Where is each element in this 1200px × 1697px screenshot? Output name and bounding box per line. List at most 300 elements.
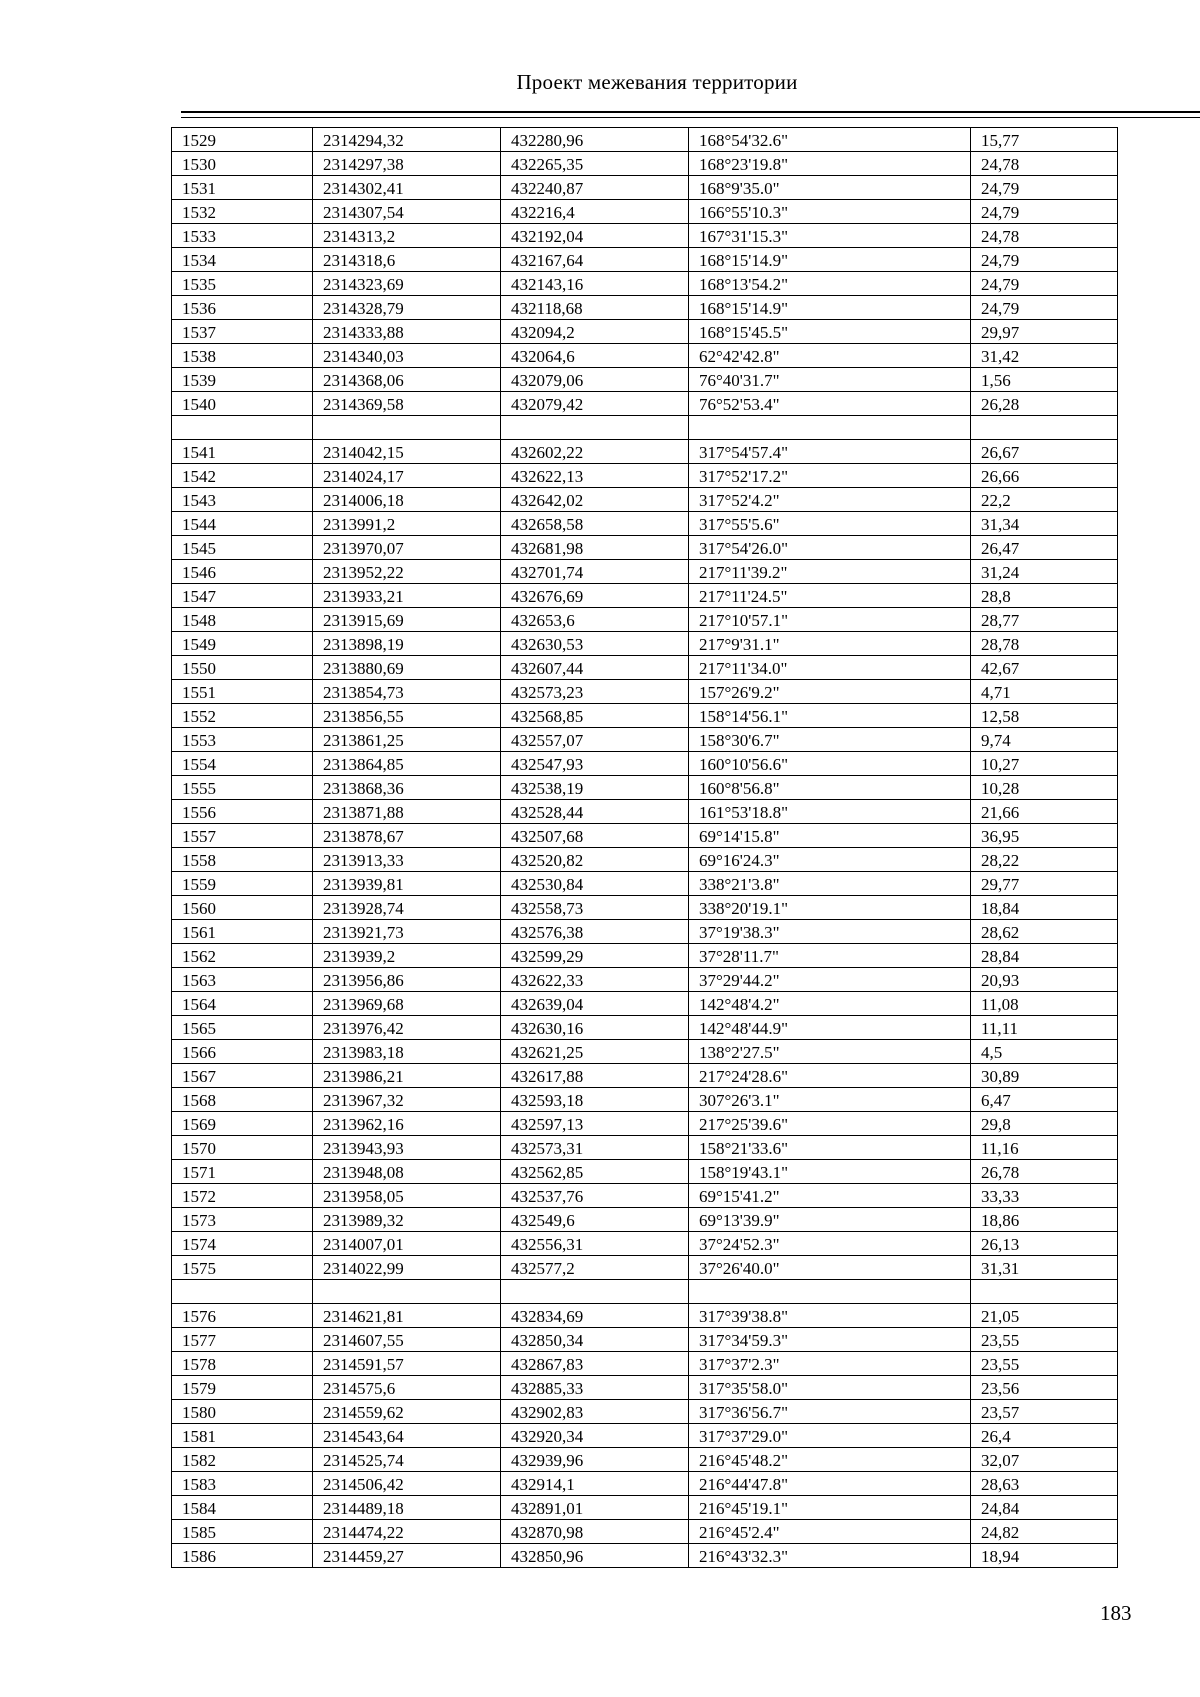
y-coordinate-cell: 432573,23	[501, 680, 689, 704]
distance-cell: 10,28	[971, 776, 1118, 800]
point-number-cell: 1564	[172, 992, 313, 1016]
distance-cell: 28,78	[971, 632, 1118, 656]
direction-angle-cell: 216°45'48.2"	[689, 1448, 971, 1472]
point-number-cell: 1568	[172, 1088, 313, 1112]
table-row	[172, 1496, 1118, 1520]
y-coordinate-cell: 432593,18	[501, 1088, 689, 1112]
table-row	[172, 896, 1118, 920]
point-number-cell: 1546	[172, 560, 313, 584]
point-number-cell: 1532	[172, 200, 313, 224]
distance-cell: 23,57	[971, 1400, 1118, 1424]
distance-cell: 24,79	[971, 200, 1118, 224]
point-number-cell: 1580	[172, 1400, 313, 1424]
x-coordinate-cell	[313, 1280, 501, 1304]
table-row	[172, 176, 1118, 200]
table-row	[172, 512, 1118, 536]
distance-cell: 28,84	[971, 944, 1118, 968]
distance-cell: 28,22	[971, 848, 1118, 872]
direction-angle-cell	[689, 416, 971, 440]
y-coordinate-cell: 432939,96	[501, 1448, 689, 1472]
distance-cell: 11,11	[971, 1016, 1118, 1040]
direction-angle-cell: 160°8'56.8"	[689, 776, 971, 800]
x-coordinate-cell: 2313854,73	[313, 680, 501, 704]
point-number-cell: 1543	[172, 488, 313, 512]
direction-angle-cell: 216°43'32.3"	[689, 1544, 971, 1568]
x-coordinate-cell: 2313991,2	[313, 512, 501, 536]
y-coordinate-cell: 432617,88	[501, 1064, 689, 1088]
table-row	[172, 1376, 1118, 1400]
x-coordinate-cell: 2314340,03	[313, 344, 501, 368]
table-row	[172, 440, 1118, 464]
coordinates-table-body	[172, 128, 1118, 1568]
distance-cell	[971, 1280, 1118, 1304]
direction-angle-cell: 69°13'39.9"	[689, 1208, 971, 1232]
x-coordinate-cell: 2313898,19	[313, 632, 501, 656]
direction-angle-cell: 76°52'53.4"	[689, 392, 971, 416]
direction-angle-cell: 168°15'45.5"	[689, 320, 971, 344]
page-number: 183	[1100, 1601, 1132, 1625]
table-row	[172, 200, 1118, 224]
direction-angle-cell: 158°14'56.1"	[689, 704, 971, 728]
direction-angle-cell: 158°19'43.1"	[689, 1160, 971, 1184]
x-coordinate-cell: 2314006,18	[313, 488, 501, 512]
direction-angle-cell: 166°55'10.3"	[689, 200, 971, 224]
y-coordinate-cell: 432607,44	[501, 656, 689, 680]
distance-cell: 6,47	[971, 1088, 1118, 1112]
y-coordinate-cell: 432914,1	[501, 1472, 689, 1496]
direction-angle-cell: 217°24'28.6"	[689, 1064, 971, 1088]
direction-angle-cell: 158°30'6.7"	[689, 728, 971, 752]
x-coordinate-cell: 2314024,17	[313, 464, 501, 488]
distance-cell: 33,33	[971, 1184, 1118, 1208]
table-row	[172, 1232, 1118, 1256]
header-rule-thick	[181, 111, 1200, 113]
x-coordinate-cell: 2314328,79	[313, 296, 501, 320]
point-number-cell: 1557	[172, 824, 313, 848]
table-row	[172, 968, 1118, 992]
point-number-cell: 1586	[172, 1544, 313, 1568]
distance-cell: 24,79	[971, 272, 1118, 296]
y-coordinate-cell: 432558,73	[501, 896, 689, 920]
table-row	[172, 1208, 1118, 1232]
table-row	[172, 1472, 1118, 1496]
direction-angle-cell: 216°44'47.8"	[689, 1472, 971, 1496]
x-coordinate-cell: 2313878,67	[313, 824, 501, 848]
point-number-cell: 1544	[172, 512, 313, 536]
table-row	[172, 1544, 1118, 1568]
table-row	[172, 608, 1118, 632]
distance-cell: 26,4	[971, 1424, 1118, 1448]
direction-angle-cell: 142°48'4.2"	[689, 992, 971, 1016]
table-row	[172, 128, 1118, 152]
direction-angle-cell: 168°15'14.9"	[689, 296, 971, 320]
distance-cell: 31,31	[971, 1256, 1118, 1280]
y-coordinate-cell: 432537,76	[501, 1184, 689, 1208]
point-number-cell: 1561	[172, 920, 313, 944]
distance-cell: 21,05	[971, 1304, 1118, 1328]
table-row	[172, 344, 1118, 368]
y-coordinate-cell: 432622,33	[501, 968, 689, 992]
direction-angle-cell: 217°11'24.5"	[689, 584, 971, 608]
x-coordinate-cell: 2313989,32	[313, 1208, 501, 1232]
y-coordinate-cell: 432118,68	[501, 296, 689, 320]
direction-angle-cell: 158°21'33.6"	[689, 1136, 971, 1160]
table-row	[172, 728, 1118, 752]
header-rule-thin	[181, 117, 1200, 118]
x-coordinate-cell: 2313880,69	[313, 656, 501, 680]
x-coordinate-cell: 2313939,2	[313, 944, 501, 968]
table-row	[172, 800, 1118, 824]
table-row	[172, 464, 1118, 488]
distance-cell: 26,78	[971, 1160, 1118, 1184]
distance-cell	[971, 416, 1118, 440]
y-coordinate-cell: 432639,04	[501, 992, 689, 1016]
distance-cell: 32,07	[971, 1448, 1118, 1472]
table-row	[172, 1448, 1118, 1472]
point-number-cell: 1538	[172, 344, 313, 368]
direction-angle-cell: 217°10'57.1"	[689, 608, 971, 632]
y-coordinate-cell: 432573,31	[501, 1136, 689, 1160]
x-coordinate-cell: 2314294,32	[313, 128, 501, 152]
distance-cell: 26,13	[971, 1232, 1118, 1256]
direction-angle-cell: 157°26'9.2"	[689, 680, 971, 704]
point-number-cell: 1556	[172, 800, 313, 824]
y-coordinate-cell: 432630,53	[501, 632, 689, 656]
point-number-cell: 1539	[172, 368, 313, 392]
point-number-cell: 1569	[172, 1112, 313, 1136]
point-number-cell: 1548	[172, 608, 313, 632]
y-coordinate-cell: 432507,68	[501, 824, 689, 848]
table-row	[172, 392, 1118, 416]
table-row	[172, 1040, 1118, 1064]
y-coordinate-cell: 432870,98	[501, 1520, 689, 1544]
direction-angle-cell: 216°45'19.1"	[689, 1496, 971, 1520]
x-coordinate-cell: 2313921,73	[313, 920, 501, 944]
table-row	[172, 152, 1118, 176]
distance-cell: 21,66	[971, 800, 1118, 824]
direction-angle-cell: 338°20'19.1"	[689, 896, 971, 920]
y-coordinate-cell: 432630,16	[501, 1016, 689, 1040]
table-row	[172, 368, 1118, 392]
y-coordinate-cell: 432064,6	[501, 344, 689, 368]
y-coordinate-cell: 432850,34	[501, 1328, 689, 1352]
table-row	[172, 1064, 1118, 1088]
y-coordinate-cell: 432653,6	[501, 608, 689, 632]
y-coordinate-cell: 432622,13	[501, 464, 689, 488]
x-coordinate-cell: 2313969,68	[313, 992, 501, 1016]
page-title: Проект межевания территории	[516, 70, 798, 94]
x-coordinate-cell: 2313970,07	[313, 536, 501, 560]
y-coordinate-cell: 432850,96	[501, 1544, 689, 1568]
distance-cell: 26,47	[971, 536, 1118, 560]
direction-angle-cell: 76°40'31.7"	[689, 368, 971, 392]
x-coordinate-cell: 2314368,06	[313, 368, 501, 392]
distance-cell: 26,67	[971, 440, 1118, 464]
x-coordinate-cell: 2313913,33	[313, 848, 501, 872]
point-number-cell: 1533	[172, 224, 313, 248]
distance-cell: 23,56	[971, 1376, 1118, 1400]
x-coordinate-cell: 2313868,36	[313, 776, 501, 800]
direction-angle-cell: 62°42'42.8"	[689, 344, 971, 368]
point-number-cell: 1529	[172, 128, 313, 152]
table-row	[172, 1016, 1118, 1040]
y-coordinate-cell: 432621,25	[501, 1040, 689, 1064]
point-number-cell: 1581	[172, 1424, 313, 1448]
distance-cell: 18,84	[971, 896, 1118, 920]
table-row	[172, 1328, 1118, 1352]
distance-cell: 20,93	[971, 968, 1118, 992]
distance-cell: 12,58	[971, 704, 1118, 728]
direction-angle-cell: 37°28'11.7"	[689, 944, 971, 968]
x-coordinate-cell: 2313956,86	[313, 968, 501, 992]
point-number-cell: 1578	[172, 1352, 313, 1376]
y-coordinate-cell: 432676,69	[501, 584, 689, 608]
table-row	[172, 1160, 1118, 1184]
point-number-cell: 1551	[172, 680, 313, 704]
table-row	[172, 272, 1118, 296]
direction-angle-cell: 317°37'2.3"	[689, 1352, 971, 1376]
point-number-cell: 1571	[172, 1160, 313, 1184]
point-number-cell: 1534	[172, 248, 313, 272]
direction-angle-cell: 37°29'44.2"	[689, 968, 971, 992]
table-row	[172, 1520, 1118, 1544]
direction-angle-cell: 168°23'19.8"	[689, 152, 971, 176]
point-number-cell: 1565	[172, 1016, 313, 1040]
point-number-cell: 1537	[172, 320, 313, 344]
point-number-cell: 1552	[172, 704, 313, 728]
y-coordinate-cell: 432701,74	[501, 560, 689, 584]
table-row	[172, 680, 1118, 704]
direction-angle-cell	[689, 1280, 971, 1304]
x-coordinate-cell: 2313864,85	[313, 752, 501, 776]
y-coordinate-cell: 432240,87	[501, 176, 689, 200]
table-row	[172, 320, 1118, 344]
x-coordinate-cell: 2313976,42	[313, 1016, 501, 1040]
table-row	[172, 752, 1118, 776]
x-coordinate-cell: 2314506,42	[313, 1472, 501, 1496]
distance-cell: 31,42	[971, 344, 1118, 368]
point-number-cell: 1558	[172, 848, 313, 872]
y-coordinate-cell: 432599,29	[501, 944, 689, 968]
distance-cell: 42,67	[971, 656, 1118, 680]
table-row	[172, 584, 1118, 608]
point-number-cell: 1574	[172, 1232, 313, 1256]
point-number-cell: 1549	[172, 632, 313, 656]
distance-cell: 11,08	[971, 992, 1118, 1016]
x-coordinate-cell: 2313871,88	[313, 800, 501, 824]
direction-angle-cell: 142°48'44.9"	[689, 1016, 971, 1040]
point-number-cell: 1577	[172, 1328, 313, 1352]
x-coordinate-cell: 2314607,55	[313, 1328, 501, 1352]
x-coordinate-cell: 2314591,57	[313, 1352, 501, 1376]
distance-cell: 26,28	[971, 392, 1118, 416]
table-row	[172, 1256, 1118, 1280]
direction-angle-cell: 37°26'40.0"	[689, 1256, 971, 1280]
distance-cell: 23,55	[971, 1352, 1118, 1376]
direction-angle-cell: 317°36'56.7"	[689, 1400, 971, 1424]
x-coordinate-cell: 2313948,08	[313, 1160, 501, 1184]
x-coordinate-cell: 2313967,32	[313, 1088, 501, 1112]
direction-angle-cell: 338°21'3.8"	[689, 872, 971, 896]
x-coordinate-cell: 2313861,25	[313, 728, 501, 752]
y-coordinate-cell: 432167,64	[501, 248, 689, 272]
x-coordinate-cell: 2314369,58	[313, 392, 501, 416]
direction-angle-cell: 307°26'3.1"	[689, 1088, 971, 1112]
point-number-cell: 1582	[172, 1448, 313, 1472]
point-number-cell	[172, 1280, 313, 1304]
distance-cell: 36,95	[971, 824, 1118, 848]
direction-angle-cell: 69°16'24.3"	[689, 848, 971, 872]
x-coordinate-cell: 2314489,18	[313, 1496, 501, 1520]
point-number-cell: 1583	[172, 1472, 313, 1496]
point-number-cell: 1566	[172, 1040, 313, 1064]
direction-angle-cell: 317°52'4.2"	[689, 488, 971, 512]
y-coordinate-cell: 432576,38	[501, 920, 689, 944]
x-coordinate-cell: 2313983,18	[313, 1040, 501, 1064]
x-coordinate-cell: 2314543,64	[313, 1424, 501, 1448]
point-number-cell: 1555	[172, 776, 313, 800]
table-row	[172, 224, 1118, 248]
y-coordinate-cell: 432562,85	[501, 1160, 689, 1184]
distance-cell: 28,77	[971, 608, 1118, 632]
direction-angle-cell: 69°14'15.8"	[689, 824, 971, 848]
point-number-cell: 1531	[172, 176, 313, 200]
y-coordinate-cell	[501, 416, 689, 440]
point-number-cell: 1545	[172, 536, 313, 560]
x-coordinate-cell: 2314318,6	[313, 248, 501, 272]
point-number-cell: 1540	[172, 392, 313, 416]
point-number-cell: 1570	[172, 1136, 313, 1160]
distance-cell: 9,74	[971, 728, 1118, 752]
table-row	[172, 488, 1118, 512]
direction-angle-cell: 161°53'18.8"	[689, 800, 971, 824]
direction-angle-cell: 168°13'54.2"	[689, 272, 971, 296]
distance-cell: 24,78	[971, 224, 1118, 248]
point-number-cell: 1575	[172, 1256, 313, 1280]
point-number-cell: 1573	[172, 1208, 313, 1232]
x-coordinate-cell: 2313939,81	[313, 872, 501, 896]
point-number-cell: 1560	[172, 896, 313, 920]
distance-cell: 24,82	[971, 1520, 1118, 1544]
y-coordinate-cell: 432557,07	[501, 728, 689, 752]
distance-cell: 24,84	[971, 1496, 1118, 1520]
table-row	[172, 920, 1118, 944]
x-coordinate-cell: 2314323,69	[313, 272, 501, 296]
x-coordinate-cell: 2313962,16	[313, 1112, 501, 1136]
direction-angle-cell: 317°55'5.6"	[689, 512, 971, 536]
x-coordinate-cell: 2314007,01	[313, 1232, 501, 1256]
direction-angle-cell: 168°54'32.6"	[689, 128, 971, 152]
distance-cell: 22,2	[971, 488, 1118, 512]
x-coordinate-cell: 2314313,2	[313, 224, 501, 248]
x-coordinate-cell: 2314042,15	[313, 440, 501, 464]
direction-angle-cell: 160°10'56.6"	[689, 752, 971, 776]
table-row	[172, 1136, 1118, 1160]
distance-cell: 28,62	[971, 920, 1118, 944]
distance-cell: 10,27	[971, 752, 1118, 776]
distance-cell: 28,63	[971, 1472, 1118, 1496]
table-row	[172, 1184, 1118, 1208]
direction-angle-cell: 138°2'27.5"	[689, 1040, 971, 1064]
point-number-cell: 1542	[172, 464, 313, 488]
distance-cell: 23,55	[971, 1328, 1118, 1352]
direction-angle-cell: 317°54'57.4"	[689, 440, 971, 464]
direction-angle-cell: 167°31'15.3"	[689, 224, 971, 248]
distance-cell: 18,94	[971, 1544, 1118, 1568]
y-coordinate-cell: 432549,6	[501, 1208, 689, 1232]
x-coordinate-cell: 2314022,99	[313, 1256, 501, 1280]
x-coordinate-cell: 2313958,05	[313, 1184, 501, 1208]
direction-angle-cell: 216°45'2.4"	[689, 1520, 971, 1544]
x-coordinate-cell: 2314333,88	[313, 320, 501, 344]
direction-angle-cell: 317°39'38.8"	[689, 1304, 971, 1328]
direction-angle-cell: 317°54'26.0"	[689, 536, 971, 560]
direction-angle-cell: 37°24'52.3"	[689, 1232, 971, 1256]
y-coordinate-cell: 432568,85	[501, 704, 689, 728]
x-coordinate-cell: 2313856,55	[313, 704, 501, 728]
y-coordinate-cell: 432577,2	[501, 1256, 689, 1280]
y-coordinate-cell: 432658,58	[501, 512, 689, 536]
x-coordinate-cell: 2313933,21	[313, 584, 501, 608]
table-row	[172, 1112, 1118, 1136]
y-coordinate-cell: 432520,82	[501, 848, 689, 872]
x-coordinate-cell: 2314559,62	[313, 1400, 501, 1424]
x-coordinate-cell: 2313943,93	[313, 1136, 501, 1160]
y-coordinate-cell: 432192,04	[501, 224, 689, 248]
point-number-cell: 1554	[172, 752, 313, 776]
point-number-cell: 1576	[172, 1304, 313, 1328]
x-coordinate-cell: 2314307,54	[313, 200, 501, 224]
distance-cell: 24,78	[971, 152, 1118, 176]
y-coordinate-cell: 432556,31	[501, 1232, 689, 1256]
point-number-cell: 1541	[172, 440, 313, 464]
x-coordinate-cell: 2314575,6	[313, 1376, 501, 1400]
table-row	[172, 248, 1118, 272]
table-row	[172, 776, 1118, 800]
direction-angle-cell: 217°11'34.0"	[689, 656, 971, 680]
y-coordinate-cell: 432867,83	[501, 1352, 689, 1376]
point-number-cell: 1550	[172, 656, 313, 680]
point-number-cell: 1559	[172, 872, 313, 896]
point-number-cell: 1579	[172, 1376, 313, 1400]
y-coordinate-cell	[501, 1280, 689, 1304]
point-number-cell: 1536	[172, 296, 313, 320]
table-row	[172, 632, 1118, 656]
point-number-cell: 1585	[172, 1520, 313, 1544]
table-separator-row	[172, 1280, 1118, 1304]
y-coordinate-cell: 432143,16	[501, 272, 689, 296]
direction-angle-cell: 317°34'59.3"	[689, 1328, 971, 1352]
point-number-cell	[172, 416, 313, 440]
distance-cell: 26,66	[971, 464, 1118, 488]
point-number-cell: 1553	[172, 728, 313, 752]
table-row	[172, 944, 1118, 968]
y-coordinate-cell: 432547,93	[501, 752, 689, 776]
distance-cell: 29,8	[971, 1112, 1118, 1136]
y-coordinate-cell: 432265,35	[501, 152, 689, 176]
y-coordinate-cell: 432891,01	[501, 1496, 689, 1520]
direction-angle-cell: 69°15'41.2"	[689, 1184, 971, 1208]
direction-angle-cell: 217°25'39.6"	[689, 1112, 971, 1136]
table-row	[172, 1088, 1118, 1112]
x-coordinate-cell: 2313915,69	[313, 608, 501, 632]
y-coordinate-cell: 432079,06	[501, 368, 689, 392]
y-coordinate-cell: 432885,33	[501, 1376, 689, 1400]
table-row	[172, 1400, 1118, 1424]
y-coordinate-cell: 432528,44	[501, 800, 689, 824]
point-number-cell: 1530	[172, 152, 313, 176]
x-coordinate-cell: 2314525,74	[313, 1448, 501, 1472]
